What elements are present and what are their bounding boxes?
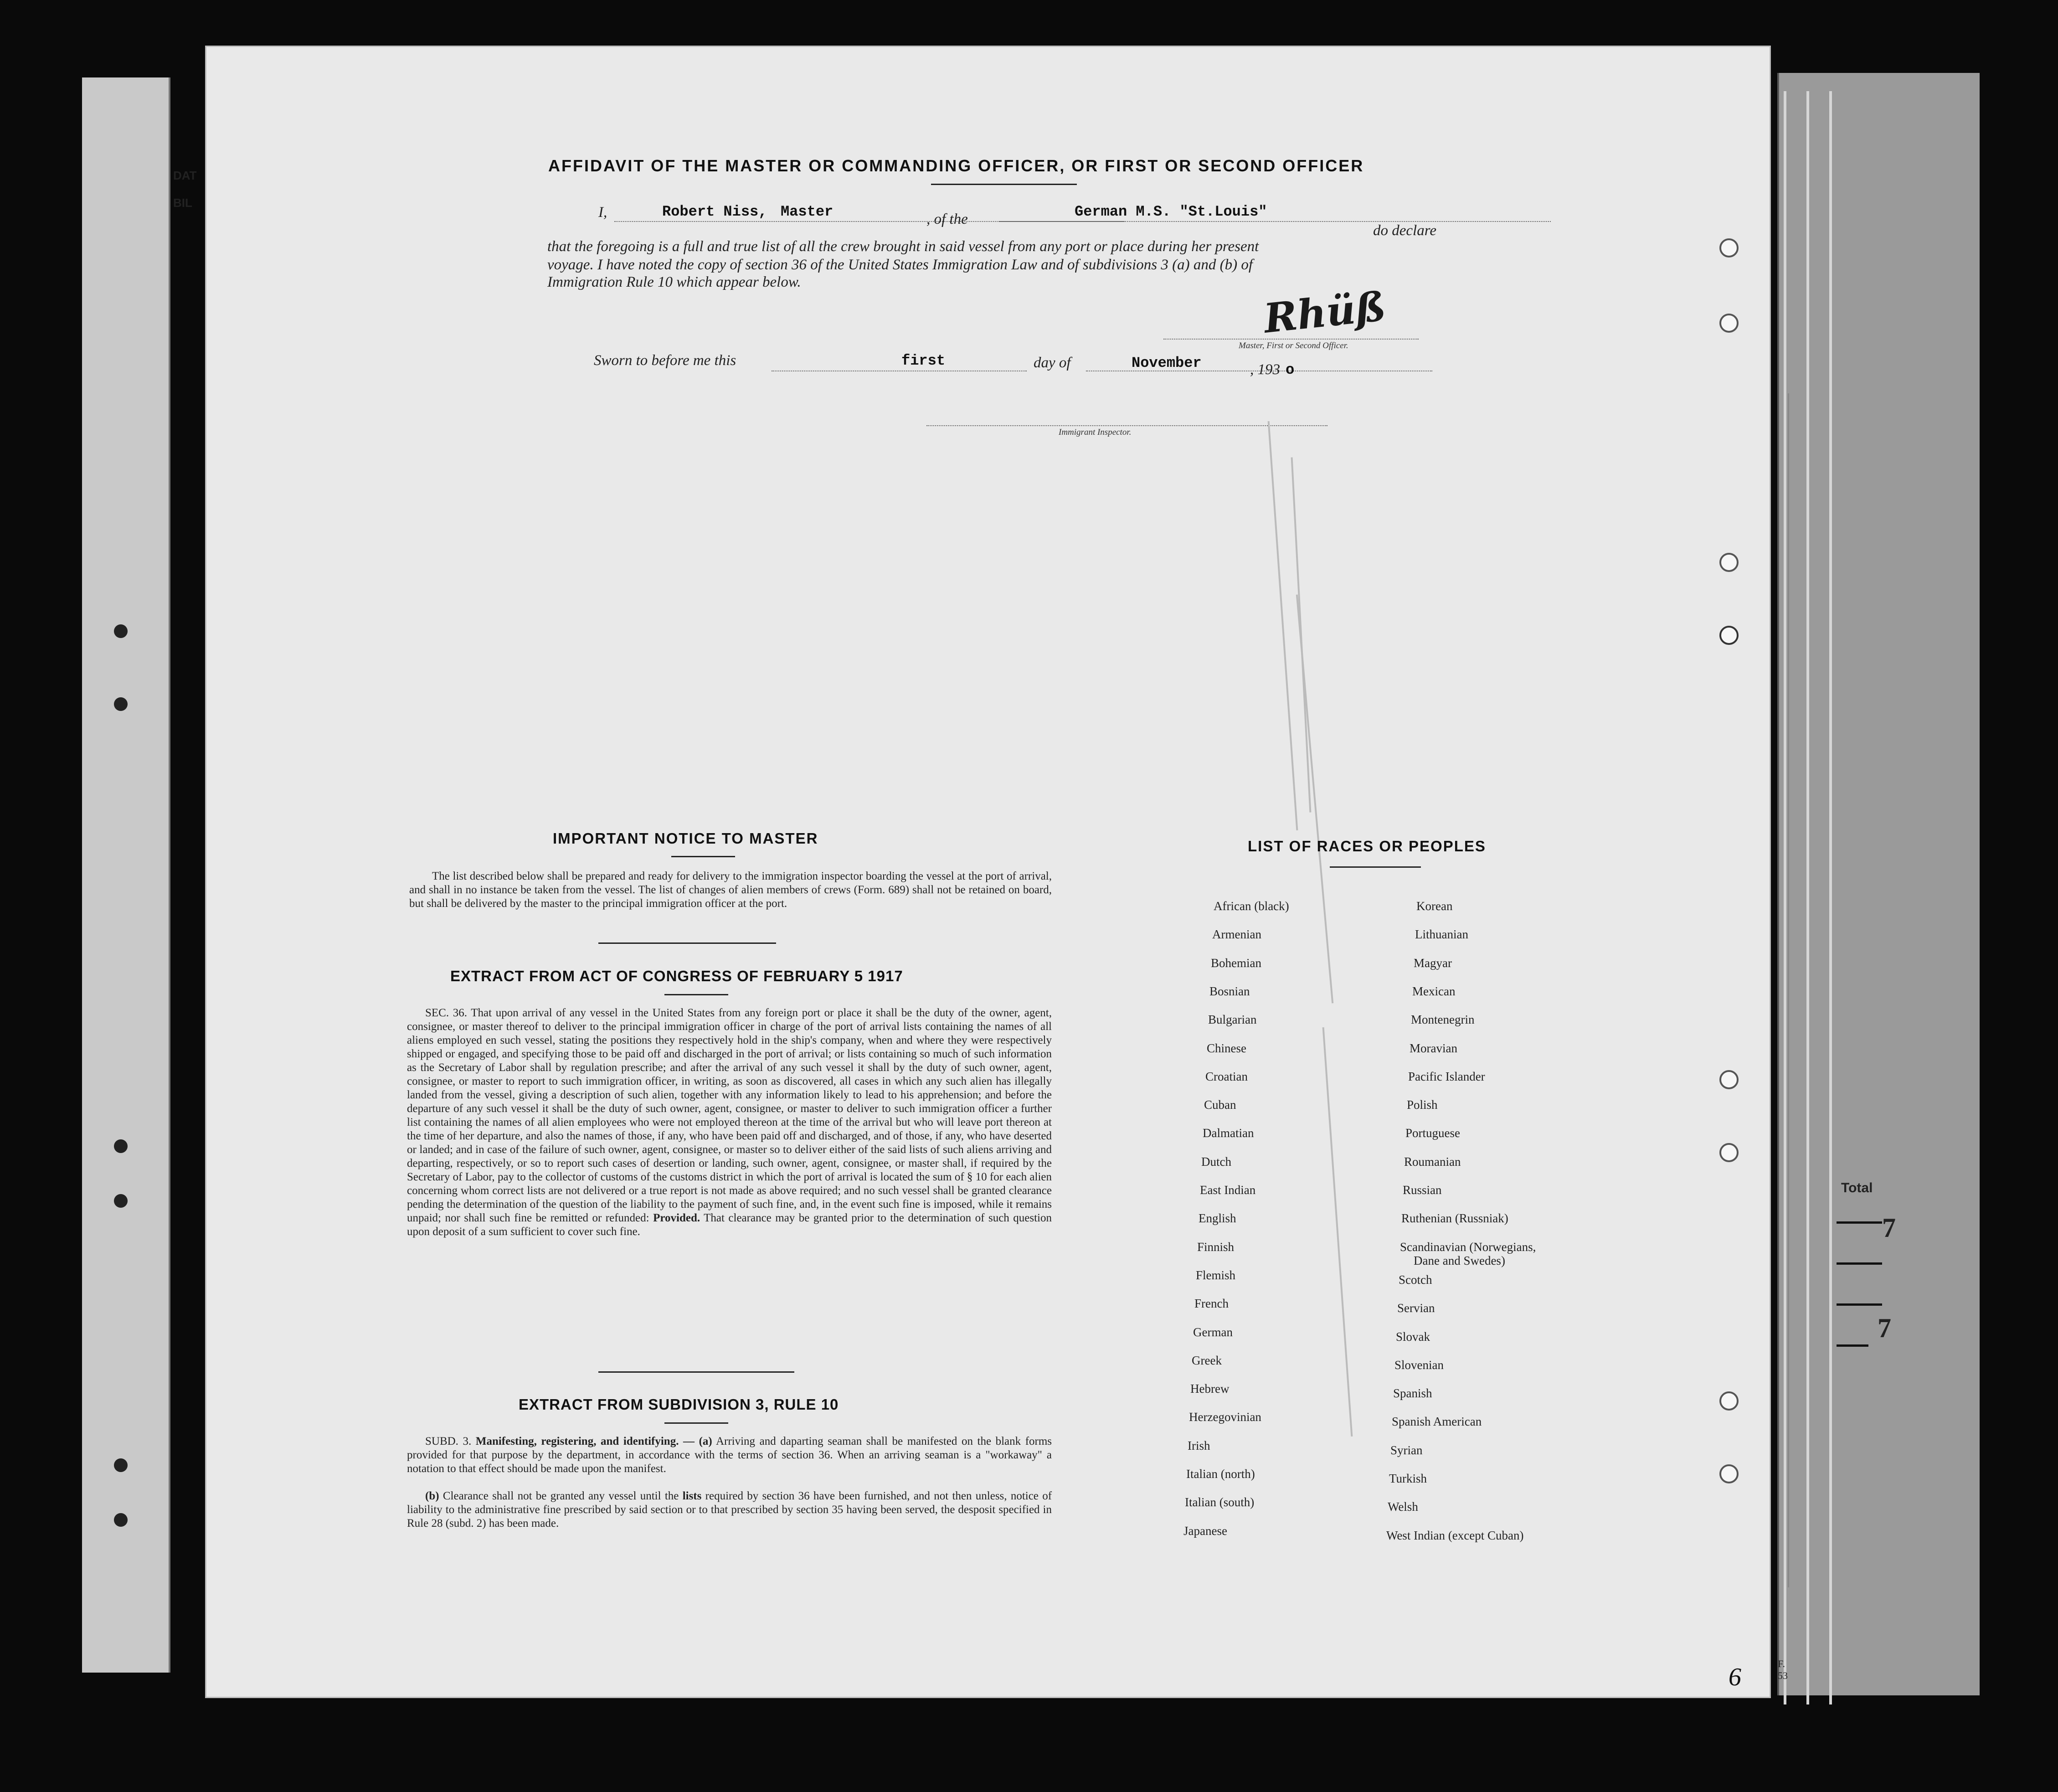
race-item: Roumanian bbox=[1404, 1154, 1461, 1169]
subdivision-a-text: SUBD. 3. Manifesting, registering, and identifying. — (a) Arriving and daparting seaman shall be manifested on the blank forms provided for that purpose by the department, in accordance with the terms of section 36. When an arriving seaman is a "workaway" a notation to that effect should be made upon the manifest. bbox=[407, 1435, 1052, 1475]
race-item: Servian bbox=[1397, 1301, 1435, 1315]
race-item: Cuban bbox=[1204, 1098, 1236, 1112]
races-title: LIST OF RACES OR PEOPLES bbox=[1248, 838, 1486, 855]
race-item: Scandinavian (Norwegians, bbox=[1400, 1240, 1536, 1254]
race-item: Hebrew bbox=[1190, 1382, 1230, 1396]
race-item: West Indian (except Cuban) bbox=[1386, 1528, 1524, 1542]
race-item: Finnish bbox=[1197, 1240, 1235, 1254]
race-item: Ruthenian (Russniak) bbox=[1401, 1211, 1508, 1226]
punch-hole bbox=[114, 1194, 128, 1208]
race-item: Dalmatian bbox=[1203, 1126, 1254, 1140]
left-edge-text: DAT bbox=[173, 169, 197, 182]
race-item: East Indian bbox=[1200, 1183, 1256, 1197]
race-item: Scotch bbox=[1399, 1272, 1432, 1287]
race-item: Turkish bbox=[1389, 1472, 1427, 1485]
race-item: Slovenian bbox=[1394, 1358, 1444, 1372]
do-declare-label: do declare bbox=[1373, 222, 1436, 239]
race-item: Russian bbox=[1403, 1183, 1442, 1197]
race-item: Mexican bbox=[1412, 984, 1456, 998]
affidavit-prefix: I, bbox=[598, 204, 607, 221]
binder-hole bbox=[1719, 1391, 1739, 1411]
punch-hole bbox=[114, 1513, 128, 1527]
punch-hole bbox=[114, 1139, 128, 1153]
right-edge-total: Total bbox=[1841, 1180, 1873, 1195]
race-item: Syrian bbox=[1390, 1443, 1423, 1457]
underlying-right-page bbox=[1777, 73, 1980, 1695]
race-item: Bohemian bbox=[1211, 956, 1261, 970]
of-the-label: , of the bbox=[926, 211, 968, 227]
race-item: Greek bbox=[1192, 1353, 1222, 1367]
immigration-form-page bbox=[205, 46, 1788, 1698]
sworn-prefix: Sworn to before me this bbox=[594, 352, 736, 369]
race-item: Dutch bbox=[1201, 1154, 1231, 1169]
race-item: Italian (south) bbox=[1185, 1495, 1255, 1509]
master-signature: Rhüß bbox=[1261, 282, 1388, 342]
race-item: Polish bbox=[1407, 1098, 1438, 1112]
binder-hole bbox=[1719, 1143, 1739, 1162]
punch-hole bbox=[114, 1458, 128, 1472]
left-edge-text: BIL bbox=[173, 196, 192, 210]
race-item: Magyar bbox=[1414, 956, 1452, 970]
race-item: Dane and Swedes) bbox=[1414, 1253, 1505, 1267]
race-item: German bbox=[1193, 1325, 1233, 1339]
affidavit-title: AFFIDAVIT OF THE MASTER OR COMMANDING OFFICER, OR FIRST OR SECOND OFFICER bbox=[548, 156, 1364, 175]
race-item: Spanish bbox=[1393, 1386, 1432, 1401]
race-item: Italian (north) bbox=[1186, 1467, 1255, 1481]
affidavit-line2: that the foregoing is a full and true list of all the crew brought in said vessel from any port or place during her present bbox=[547, 238, 1259, 255]
race-item: Welsh bbox=[1388, 1500, 1418, 1514]
race-item: Armenian bbox=[1212, 927, 1261, 942]
binder-hole bbox=[1719, 1070, 1739, 1089]
race-item: Slovak bbox=[1396, 1329, 1430, 1344]
year-prefix: , 193 bbox=[1250, 361, 1280, 378]
race-item: Portuguese bbox=[1405, 1126, 1460, 1140]
master-title: Master bbox=[781, 203, 833, 220]
notice-text: The list described below shall be prepared and ready for delivery to the immigration inspector boarding the vessel at the port of arrival, and shall in no instance be taken from the vessel. The list of changes of alien members of crews (Form. 689) shall not be retained on board, but shall be delivered by the master to the principal immigration officer at the port. bbox=[409, 870, 1052, 910]
binder-hole bbox=[1719, 626, 1739, 645]
race-item: Herzegovinian bbox=[1189, 1410, 1261, 1424]
punch-hole bbox=[114, 624, 128, 638]
binder-hole bbox=[1719, 1464, 1739, 1483]
race-item: French bbox=[1194, 1297, 1229, 1311]
extract-act-text: SEC. 36. That upon arrival of any vessel in the United States from any foreign port or place it shall be the duty of the owner, agent, consignee, or master thereof to deliver to the principal immigration officer in charge of the port of arrival lists containing the names of all aliens employed en such vessel, stating the positions they respectively hold in the ship's company, when and where they were respectively shipped or engaged, and specifying those to be paid off and discharged in the port of arrival; or lists containing so much of such information as the Secretary of Labor shall by regulation prescribe; and after the arrival of any such vessel it shall by the duty of such owner, agent, consignee, or master to report to such immigration officer, in writing, as soon as discovered, all cases in which any such alien has illegally landed from the vessel, giving a description of such alien, together with any information likely to lead to his apprehension; and before the departure of any such vessel it shall be the duty of such owner, agent, consignee, or master to deliver to such immigration officer a further list containing the names of all alien employees who were not employed thereon at the time of the arrival but who will leave port thereon at the time of her departure, and also the names of those, if any, who have been paid off and discharged, and of those, if any, who have deserted or landed; and in case of the failure of such owner, agent, consignee, or master so to deliver either of the said lists of such aliens arriving and departing, respectively, or so to report such cases of desertion or landing, such owner, agent, consignee, or master shall, if required by the Secretary of Labor, pay to the collector of customs of the customs district in which the port of arrival is located the sum of § 10 for each alien concerning whom correct lists are not delivered or a true report is not made as above required; and no such vessel shall be granted clearance pending the determination of the question of the liability to the payment of such fine, and, in the event such fine is imposed, while it remains unpaid; nor shall such fine be remitted or refunded: Provided. That clearance may be granted prior to the determination of such question upon deposit of a sum sufficient to cover such fine. bbox=[407, 1007, 1052, 1238]
right-edge-mark: 7 bbox=[1878, 1313, 1891, 1343]
binder-hole bbox=[1719, 314, 1739, 333]
race-item: Irish bbox=[1188, 1438, 1210, 1452]
race-item: Montenegrin bbox=[1411, 1013, 1475, 1027]
sworn-day: first bbox=[901, 352, 946, 369]
underlying-left-page bbox=[82, 77, 170, 1673]
punch-hole bbox=[114, 697, 128, 711]
binder-hole bbox=[1719, 553, 1739, 572]
affidavit-line4: Immigration Rule 10 which appear below. bbox=[547, 274, 801, 290]
race-item: Pacific Islander bbox=[1408, 1069, 1485, 1083]
right-edge-mark: 7 bbox=[1882, 1213, 1896, 1243]
subdivision-b-text: (b) Clearance shall not be granted any vessel until the lists required by section 36 have been furnished, and not then unless, notice of liability to the administrative fine prescribed by said section or to that prescribed by section 35 having been served, the desposit specified in Rule 28 (subd. 2) has been made. bbox=[407, 1490, 1052, 1529]
provided-label: Provided. bbox=[653, 1212, 700, 1224]
race-item: Flemish bbox=[1196, 1268, 1236, 1282]
race-item: Spanish American bbox=[1392, 1415, 1482, 1429]
race-item: Bosnian bbox=[1209, 984, 1250, 998]
day-of-label: day of bbox=[1034, 355, 1071, 371]
vessel-name: German M.S. "St.Louis" bbox=[1075, 203, 1267, 220]
race-item: Korean bbox=[1416, 899, 1453, 913]
notice-title: IMPORTANT NOTICE TO MASTER bbox=[553, 830, 818, 847]
race-item: Bulgarian bbox=[1208, 1013, 1257, 1027]
extract-act-title: EXTRACT FROM ACT OF CONGRESS OF FEBRUARY 5 1917 bbox=[450, 968, 903, 984]
affidavit-line3: voyage. I have noted the copy of section 36 of the United States Immigration Law and of subdivisions 3 (a) and (b) of bbox=[547, 257, 1253, 273]
master-name: Robert Niss, bbox=[662, 203, 767, 220]
sworn-month: November bbox=[1132, 355, 1202, 371]
race-item: Moravian bbox=[1410, 1041, 1457, 1055]
year-digit: o bbox=[1286, 361, 1295, 378]
race-item: Lithuanian bbox=[1415, 927, 1468, 942]
race-item: Japanese bbox=[1183, 1524, 1227, 1538]
race-item: African (black) bbox=[1214, 899, 1289, 913]
race-item: Chinese bbox=[1207, 1041, 1246, 1055]
inspector-caption: Immigrant Inspector. bbox=[1059, 427, 1132, 437]
signature-caption: Master, First or Second Officer. bbox=[1239, 341, 1348, 350]
form-number: F. 53 bbox=[1778, 1658, 1788, 1681]
page-number: 6 bbox=[1729, 1663, 1741, 1691]
extract-rule-title: EXTRACT FROM SUBDIVISION 3, RULE 10 bbox=[519, 1396, 839, 1413]
binder-hole bbox=[1719, 238, 1739, 257]
race-item: English bbox=[1199, 1211, 1236, 1226]
race-item: Croatian bbox=[1205, 1069, 1248, 1083]
